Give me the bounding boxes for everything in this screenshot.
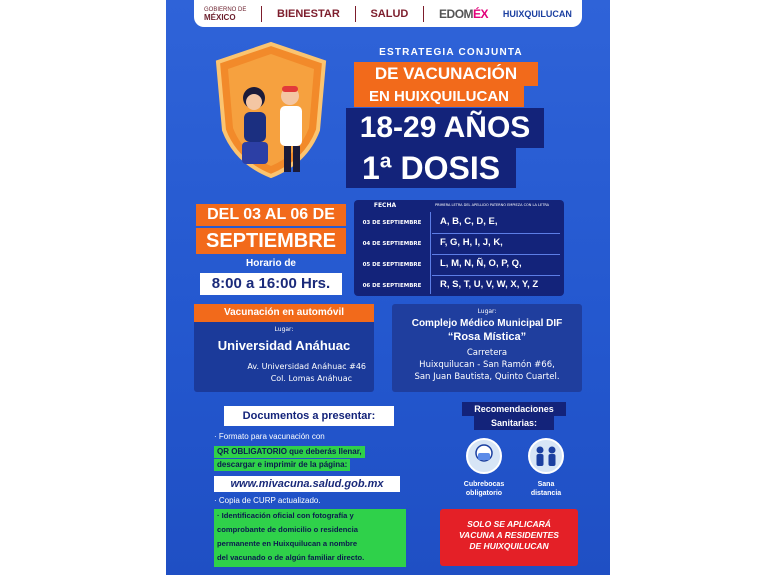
dif-address1: Carretera [466, 348, 508, 358]
dif-location-name2: “Rosa Mística” [447, 331, 527, 343]
recommendations-subtitle: Sanitarias: [474, 416, 554, 430]
mask-label: Cubrebocas obligatorio [463, 481, 505, 497]
dif-address2: Huixquilucan - San Ramón #66, [419, 360, 555, 370]
doc-item2: · Copia de CURP actualizado. [214, 496, 321, 505]
residents-notice: SOLO SE APLICARÁ VACUNA A RESIDENTES DE HUIXQUILUCAN [440, 509, 578, 566]
huixquilucan-logo: HUIXQUILUCAN [502, 8, 572, 19]
schedule-letters-header: PRIMERA LETRA DEL APELLIDO PATERNO EMPIEZA CON LA LETRA [434, 203, 550, 207]
vaccination-illustration [206, 40, 336, 180]
vaccine-url-link[interactable]: www.mivacuna.salud.gob.mx [214, 476, 400, 492]
doc-qr-line2: descargar e imprimir de la página: [214, 459, 350, 471]
dose-label: 1ª DOSIS [346, 148, 516, 188]
doc-item3: · Identificación oficial con fotografía y comprobante de domicilio o residencia permanente en Huixquilucan a nombre del vacunado o de algún familiar directo. [214, 509, 406, 567]
schedule-table [354, 200, 564, 296]
dif-location-name: Complejo Médico Municipal DIF [411, 318, 563, 329]
dif-location-card [392, 304, 582, 392]
car-location-name: Universidad Anáhuac [217, 338, 351, 353]
divider [261, 6, 262, 22]
place-label: Lugar: [274, 326, 294, 333]
doc-item1: · Formato para vacunación con [214, 432, 325, 441]
title-line2: EN HUIXQUILUCAN [354, 86, 524, 107]
social-distance-icon [528, 438, 564, 474]
table-row: 06 DE SEPTIEMBRE R, S, T, U, V, W, X, Y, Z [362, 279, 539, 290]
salud-logo: SALUD [370, 7, 409, 20]
schedule-date-header: FECHA [373, 202, 397, 209]
title-line1: DE VACUNACIÓN [354, 62, 538, 86]
distance-label: Sana distancia [530, 481, 562, 497]
date-month: SEPTIEMBRE [196, 228, 346, 254]
recommendations-title: Recomendaciones [462, 402, 566, 416]
strategy-label: ESTRATEGIA CONJUNTA [379, 47, 523, 58]
table-row: 05 DE SEPTIEMBRE L, M, N, Ñ, O, P, Q, [362, 258, 522, 269]
face-mask-icon [466, 438, 502, 474]
edomex-logo: EDOMÉX [439, 6, 489, 21]
hours-value: 8:00 a 16:00 Hrs. [200, 273, 342, 295]
place-label: Lugar: [477, 308, 497, 315]
hours-label: Horario de [245, 258, 296, 269]
gobierno-mexico-logo: GOBIERNO DE MÉXICO [204, 6, 247, 22]
age-range: 18-29 AÑOS [346, 108, 544, 148]
table-row: 04 DE SEPTIEMBRE F, G, H, I, J, K, [362, 237, 503, 248]
car-location-address1: Av. Universidad Anáhuac #46 [247, 362, 366, 371]
dif-address3: San Juan Bautista, Quinto Cuartel. [414, 372, 560, 382]
car-location-card [194, 304, 374, 392]
car-location-address2: Col. Lomas Anáhuac [270, 374, 352, 383]
logo-bar [194, 0, 582, 27]
table-row: 03 DE SEPTIEMBRE A, B, C, D, E, [362, 216, 498, 227]
vaccination-poster [166, 0, 610, 575]
car-location-title: Vacunación en automóvil [194, 304, 374, 322]
divider [423, 6, 424, 22]
documents-title: Documentos a presentar: [224, 406, 394, 426]
date-range: DEL 03 AL 06 DE [196, 204, 346, 226]
doc-qr-line1: QR OBLIGATORIO que deberás llenar, [214, 446, 365, 458]
bienestar-logo: BIENESTAR [277, 7, 340, 20]
divider [355, 6, 356, 22]
